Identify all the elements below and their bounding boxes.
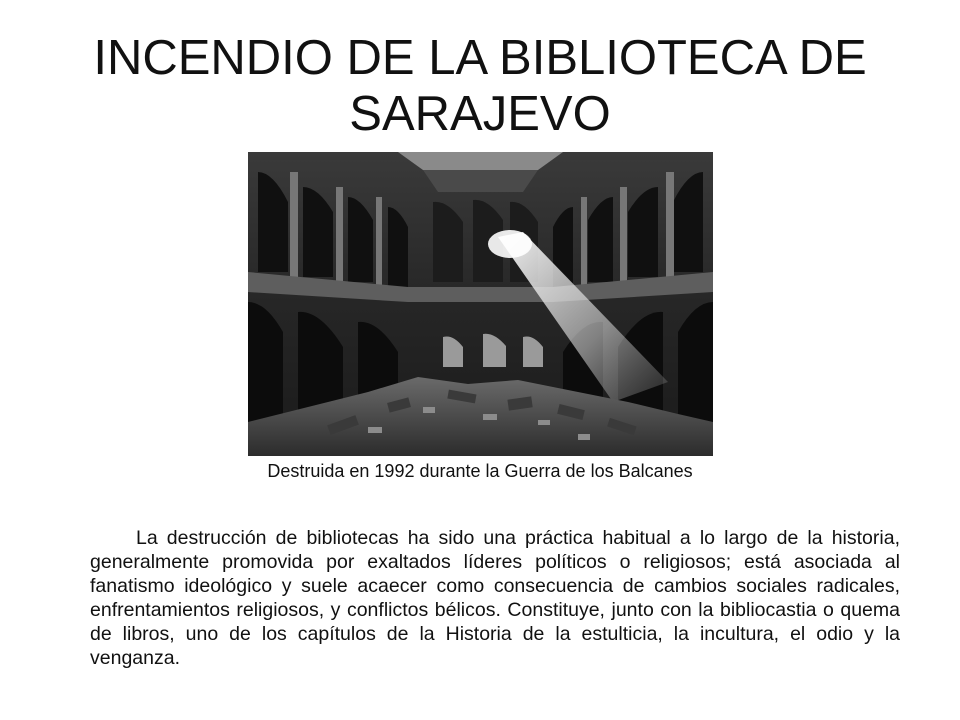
photo-caption: Destruida en 1992 durante la Guerra de los Balcanes	[267, 461, 693, 481]
body-paragraph: La destrucción de bibliotecas ha sido una práctica habitual a lo largo de la historia, generalmente promovida por exaltados líderes políticos o religiosos; está asociada al fanatismo ideológico y suele acaecer como consecuencia de cambios sociales radicales, enfrentamientos religiosos, y conflictos bélicos. Constituye, junto con la bibliocastia o quema de libros, uno de los capítulos de la Historia de la estulticia, la incultura, el odio y la venganza.	[90, 527, 900, 669]
slide-title: INCENDIO DE LA BIBLIOTECA DE SARAJEVO	[93, 31, 867, 141]
library-ruins-photo	[248, 152, 713, 456]
